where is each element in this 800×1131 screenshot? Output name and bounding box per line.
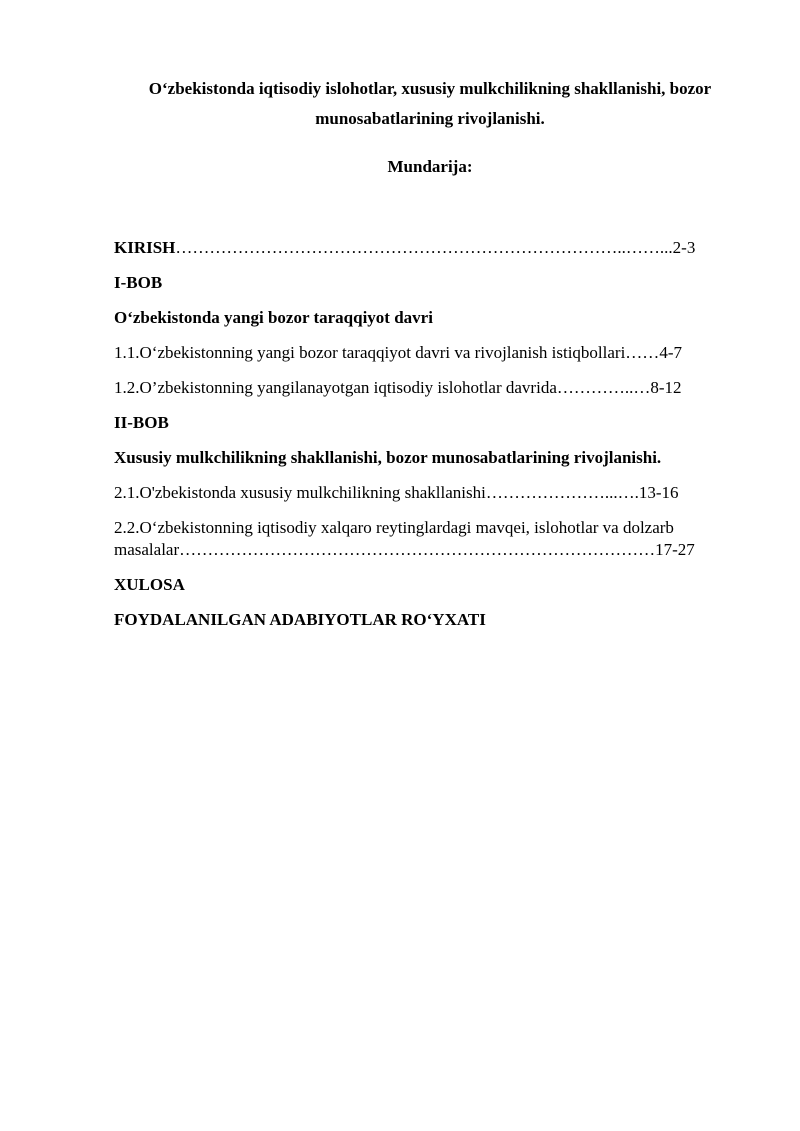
toc-2-1-text: 2.1.O'zbekistonda xususiy mulkchilikning shakllanishi…………………...…. bbox=[114, 483, 639, 502]
toc-references: FOYDALANILGAN ADABIYOTLAR RO‘YXATI bbox=[114, 610, 486, 629]
toc-entry-2-2-line-2 bbox=[114, 537, 742, 563]
toc-kirish-pages: 2-3 bbox=[672, 238, 696, 257]
toc-1-1-pages: 4-7 bbox=[659, 343, 682, 362]
document-title-line-1: O‘zbekistonda iqtisodiy islohotlar, xususiy mulkchilikning shakllanishi, bozor bbox=[148, 79, 712, 98]
toc-1-2-text: 1.2.O’zbekistonning yangilanayotgan iqtisodiy islohotlar davrida…………..… bbox=[114, 378, 651, 397]
toc-xulosa: XULOSA bbox=[114, 575, 185, 594]
toc-2-2-text-line-2: masalalar………………………………………………………………………… bbox=[114, 540, 656, 559]
chapter-1-title: O‘zbekistonda yangi bozor taraqqiyot davri bbox=[114, 308, 433, 327]
toc-entry-1-2 bbox=[114, 375, 742, 401]
toc-entry-2-1 bbox=[114, 480, 742, 506]
toc-2-2-pages: 17-27 bbox=[655, 540, 695, 559]
chapter-1-label: I-BOB bbox=[114, 273, 163, 292]
chapter-2-label: II-BOB bbox=[114, 413, 169, 432]
contents-heading: Mundarija: bbox=[387, 157, 473, 176]
toc-kirish-label: KIRISH bbox=[114, 238, 176, 257]
toc-entry-1-1 bbox=[114, 340, 742, 366]
toc-1-1-text: 1.1.O‘zbekistonning yangi bozor taraqqiyot davri va rivojlanish istiqbollari…… bbox=[114, 343, 660, 362]
toc-2-1-pages: 13-16 bbox=[638, 483, 679, 502]
document-title-line-2: munosabatlarining rivojlanishi. bbox=[315, 109, 545, 128]
toc-1-2-pages: 8-12 bbox=[650, 378, 682, 397]
chapter-2-title: Xususiy mulkchilikning shakllanishi, bozor munosabatlarining rivojlanishi. bbox=[114, 448, 662, 467]
toc-entry-kirish bbox=[114, 235, 742, 261]
toc-2-2-text-line-1: 2.2.O‘zbekistonning iqtisodiy xalqaro reytinglardagi mavqei, islohotlar va dolzarb bbox=[114, 518, 674, 537]
toc-kirish-dots: ……………………………………………………………………..……... bbox=[175, 238, 673, 257]
